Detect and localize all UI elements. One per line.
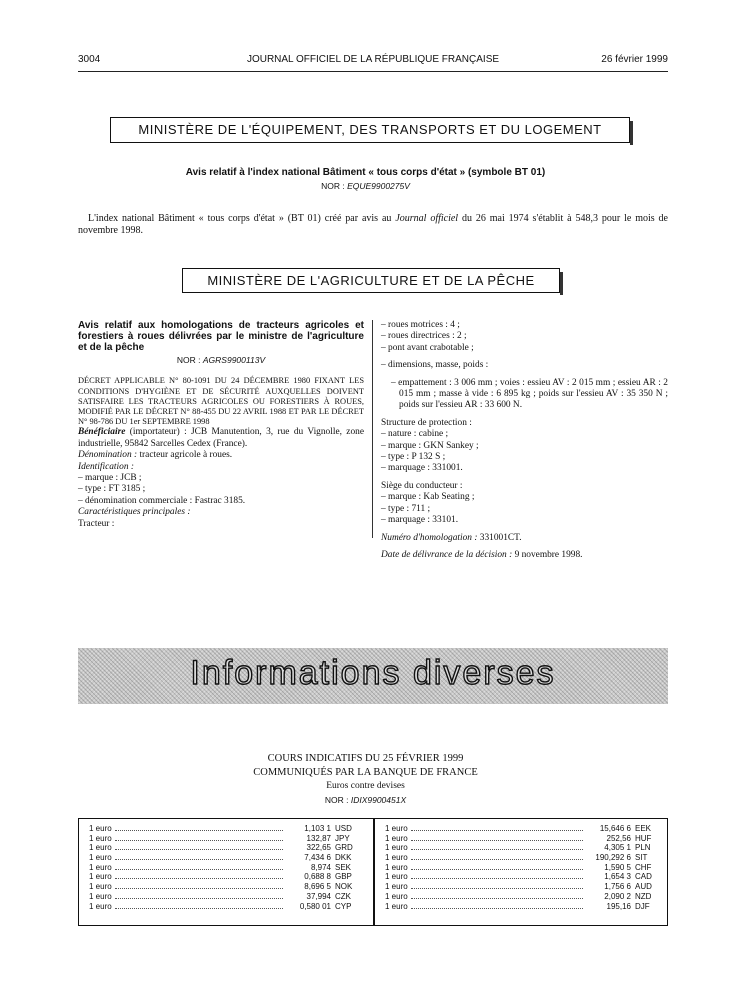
leader-dots — [411, 849, 583, 850]
dimensions-label: – dimensions, masse, poids : — [381, 360, 489, 371]
rate-row — [89, 892, 361, 902]
nor-label: NOR : — [321, 181, 345, 191]
identification-label: Identification : — [78, 461, 134, 472]
currency-code: USD — [335, 824, 352, 833]
currency-code: GBP — [335, 872, 352, 882]
ministry-heading-agriculture: MINISTÈRE DE L'AGRICULTURE ET DE LA PÊCHE — [182, 268, 560, 293]
rate-label: 1 euro — [385, 853, 408, 863]
nor-reference-2 — [78, 355, 364, 366]
leader-dots — [115, 888, 283, 889]
decret-reference: DÉCRET APPLICABLE N° 80-1091 DU 24 DÉCEMBRE 1980 FIXANT LES CONDITIONS D'HYGIÈNE ET DE SÉCURITÉ AUXQUELLES DOIVENT SATISFAIRE LES TRACTEURS AGRICOLES OU FORESTIERS À ROUES, MODIFIÉ PAR LE DÉCRET N° 88-455 DU 22 AVRIL 1988 ET PAR LE DÉCRET N° 98-786 DU 1er SEPTEMBRE 1998 — [78, 376, 364, 427]
rate-value: 8,696 5 — [304, 882, 331, 892]
empattement-text: – empattement : 3 006 mm ; voies : essieu AV : 2 015 mm ; essieu AR : 2 015 mm ; masse à vide : 6 895 kg ; poids sur l'essieu AV : 35 350 N ; poids sur l'essieu AR : 33 600 N. — [391, 377, 668, 411]
rate-value: 1,654 3 — [604, 872, 631, 882]
nor-reference-1 — [0, 181, 731, 191]
currency-code: DKK — [335, 853, 352, 863]
currency-code: CYP — [335, 901, 352, 911]
denomination — [78, 450, 364, 461]
column-divider — [372, 320, 373, 538]
nor-reference-3 — [0, 795, 731, 805]
rate-row — [89, 853, 361, 863]
denomination-text: tracteur agricole à roues. — [137, 450, 233, 461]
currency-code: JPY — [335, 833, 350, 843]
leader-dots — [411, 898, 583, 899]
rate-row — [89, 843, 361, 853]
ministry-heading-equipement: MINISTÈRE DE L'ÉQUIPEMENT, DES TRANSPORTS ET DU LOGEMENT — [110, 117, 630, 143]
structure-item: – type : P 132 S ; — [381, 452, 446, 463]
rates-left-column — [89, 824, 361, 911]
siege-label: Siège du conducteur : — [381, 480, 463, 491]
leader-dots — [411, 840, 583, 841]
rate-label: 1 euro — [89, 862, 112, 872]
leader-dots — [411, 830, 583, 831]
spec-item: – roues directrices : 2 ; — [381, 331, 467, 342]
rate-row — [89, 824, 361, 834]
rate-row — [385, 853, 661, 863]
header-rule — [78, 71, 668, 72]
rate-row — [89, 882, 361, 892]
structure-item: – marque : GKN Sankey ; — [381, 440, 479, 451]
leader-dots — [115, 869, 283, 870]
rate-row — [385, 843, 661, 853]
leader-dots — [411, 869, 583, 870]
beneficiaire-label: Bénéficiaire — [78, 427, 126, 438]
rate-row — [89, 872, 361, 882]
leader-dots — [115, 898, 283, 899]
rate-value: 15,646 6 — [599, 824, 631, 833]
beneficiaire-text: (importateur) : JCB Manutention, 3, rue du Vignolle, zone industrielle, 95842 Sarcelles Cedex (France). — [78, 427, 364, 449]
leader-dots — [115, 830, 283, 831]
rate-label: 1 euro — [89, 824, 112, 833]
rates-right-column — [385, 824, 661, 911]
homologation-value: 331001CT. — [477, 532, 522, 543]
rate-row — [89, 863, 361, 873]
rate-value: 0,580 01 — [299, 901, 331, 911]
rate-value: 190,292 6 — [595, 853, 631, 863]
body-text-b: du 26 mai 1974 s'établit à 548,3 pour le mois de novembre 1998. — [78, 213, 668, 236]
issue-date: 26 février 1999 — [601, 54, 668, 65]
structure-label: Structure de protection : — [381, 417, 472, 428]
rate-label: 1 euro — [385, 843, 408, 853]
currency-code: HUF — [635, 833, 652, 843]
currency-code: GRD — [335, 843, 353, 853]
spec-item: – roues motrices : 4 ; — [381, 320, 460, 330]
id-item: – type : FT 3185 ; — [78, 484, 146, 495]
journal-title: JOURNAL OFFICIEL DE LA RÉPUBLIQUE FRANÇAISE — [246, 54, 500, 65]
structure-item: – nature : cabine ; — [381, 429, 449, 440]
rate-row — [385, 824, 661, 834]
avis-body-bt01 — [78, 213, 668, 237]
delivrance-value: 9 novembre 1998. — [512, 549, 583, 560]
rate-value: 1,103 1 — [304, 824, 331, 833]
exchange-rate-table — [78, 818, 668, 926]
currency-code: DJF — [635, 901, 650, 911]
rate-label: 1 euro — [89, 853, 112, 863]
rate-label: 1 euro — [385, 862, 408, 872]
right-column — [381, 320, 668, 561]
leader-dots — [411, 878, 583, 879]
nor-code: IDIX9900451X — [350, 795, 407, 805]
rate-value: 0,688 8 — [304, 872, 331, 882]
rate-label: 1 euro — [385, 833, 408, 843]
currency-code: EEK — [635, 824, 652, 833]
currency-code: SEK — [335, 862, 352, 872]
rate-row — [385, 892, 661, 902]
cours-subtitle: Euros contre devises — [326, 781, 405, 791]
siege-item: – marquage : 33101. — [381, 515, 459, 526]
rate-value: 132,87 — [306, 833, 331, 843]
journal-officiel-ref: Journal officiel — [395, 213, 459, 224]
rate-value: 8,974 — [310, 862, 331, 872]
rate-label: 1 euro — [89, 833, 112, 843]
rate-label: 1 euro — [385, 891, 408, 901]
rate-value: 195,16 — [606, 901, 631, 911]
currency-code: AUD — [635, 882, 652, 892]
spec-item: – pont avant crabotable ; — [381, 342, 474, 353]
cours-title-2: COMMUNIQUÉS PAR LA BANQUE DE FRANCE — [253, 767, 478, 778]
nor-code: EQUE9900275V — [347, 181, 410, 191]
leader-dots — [115, 840, 283, 841]
rate-label: 1 euro — [89, 901, 112, 911]
rate-label: 1 euro — [89, 843, 112, 853]
beneficiaire — [78, 427, 364, 450]
id-item: – marque : JCB ; — [78, 473, 142, 484]
leader-dots — [115, 878, 283, 879]
rate-value: 1,756 6 — [604, 882, 631, 892]
leader-dots — [115, 908, 283, 909]
page-number: 3004 — [78, 54, 101, 65]
nor-code: AGRS9900113V — [202, 355, 266, 365]
leader-dots — [115, 859, 283, 860]
informations-diverses-banner — [78, 648, 668, 704]
currency-code: CZK — [335, 891, 351, 901]
banner-title: Informations diverses — [190, 654, 556, 692]
rate-label: 1 euro — [89, 891, 112, 901]
rate-row — [385, 863, 661, 873]
leader-dots — [411, 859, 583, 860]
currency-code: PLN — [635, 843, 651, 853]
left-column — [78, 320, 364, 530]
rate-label: 1 euro — [385, 872, 408, 882]
homologation-label: Numéro d'homologation : — [381, 532, 478, 543]
rate-label: 1 euro — [89, 882, 112, 892]
siege-item: – marque : Kab Seating ; — [381, 492, 475, 503]
rate-value: 4,305 1 — [604, 843, 631, 853]
id-item: – dénomination commerciale : Fastrac 3185. — [78, 495, 246, 506]
avis-title-bt01: Avis relatif à l'index national Bâtiment « tous corps d'état » (symbole BT 01) — [185, 167, 546, 178]
body-text-a: L'index national Bâtiment « tous corps d'état » (BT 01) créé par avis au — [88, 213, 396, 224]
rate-value: 1,590 5 — [604, 862, 631, 872]
rate-value: 2,090 2 — [604, 891, 631, 901]
rate-label: 1 euro — [385, 824, 408, 833]
leader-dots — [411, 908, 583, 909]
delivrance-date — [381, 550, 668, 561]
page-header — [78, 54, 668, 70]
caracteristiques-label: Caractéristiques principales : — [78, 507, 191, 518]
currency-code: NZD — [635, 891, 652, 901]
rate-value: 37,994 — [306, 891, 331, 901]
cours-title-1: COURS INDICATIFS DU 25 FÉVRIER 1999 — [267, 753, 464, 764]
rate-value: 252,56 — [606, 833, 631, 843]
rate-row — [385, 902, 661, 912]
table-divider — [373, 819, 375, 925]
rate-value: 322,65 — [306, 843, 331, 853]
leader-dots — [411, 888, 583, 889]
rate-row — [89, 834, 361, 844]
rate-label: 1 euro — [385, 901, 408, 911]
currency-code: CHF — [635, 862, 652, 872]
rate-label: 1 euro — [89, 872, 112, 882]
currency-code: SIT — [635, 853, 648, 863]
currency-code: CAD — [635, 872, 652, 882]
rate-row — [385, 882, 661, 892]
avis-title-homologations: Avis relatif aux homologations de tracteurs agricoles et forestiers à roues délivrées par le ministre de l'agriculture et de la pêche — [78, 320, 364, 353]
homologation-number — [381, 533, 668, 544]
delivrance-label: Date de délivrance de la décision : — [381, 549, 513, 560]
rate-value: 7,434 6 — [304, 853, 331, 863]
nor-label: NOR : — [176, 355, 201, 365]
nor-label: NOR : — [324, 795, 349, 805]
currency-code: NOK — [335, 882, 353, 892]
rate-row — [89, 902, 361, 912]
leader-dots — [115, 849, 283, 850]
denomination-label: Dénomination : — [78, 450, 138, 461]
rate-label: 1 euro — [385, 882, 408, 892]
structure-item: – marquage : 331001. — [381, 463, 463, 474]
siege-item: – type : 711 ; — [381, 503, 431, 514]
tracteur-label: Tracteur : — [78, 518, 115, 529]
rate-row — [385, 872, 661, 882]
rate-row — [385, 834, 661, 844]
